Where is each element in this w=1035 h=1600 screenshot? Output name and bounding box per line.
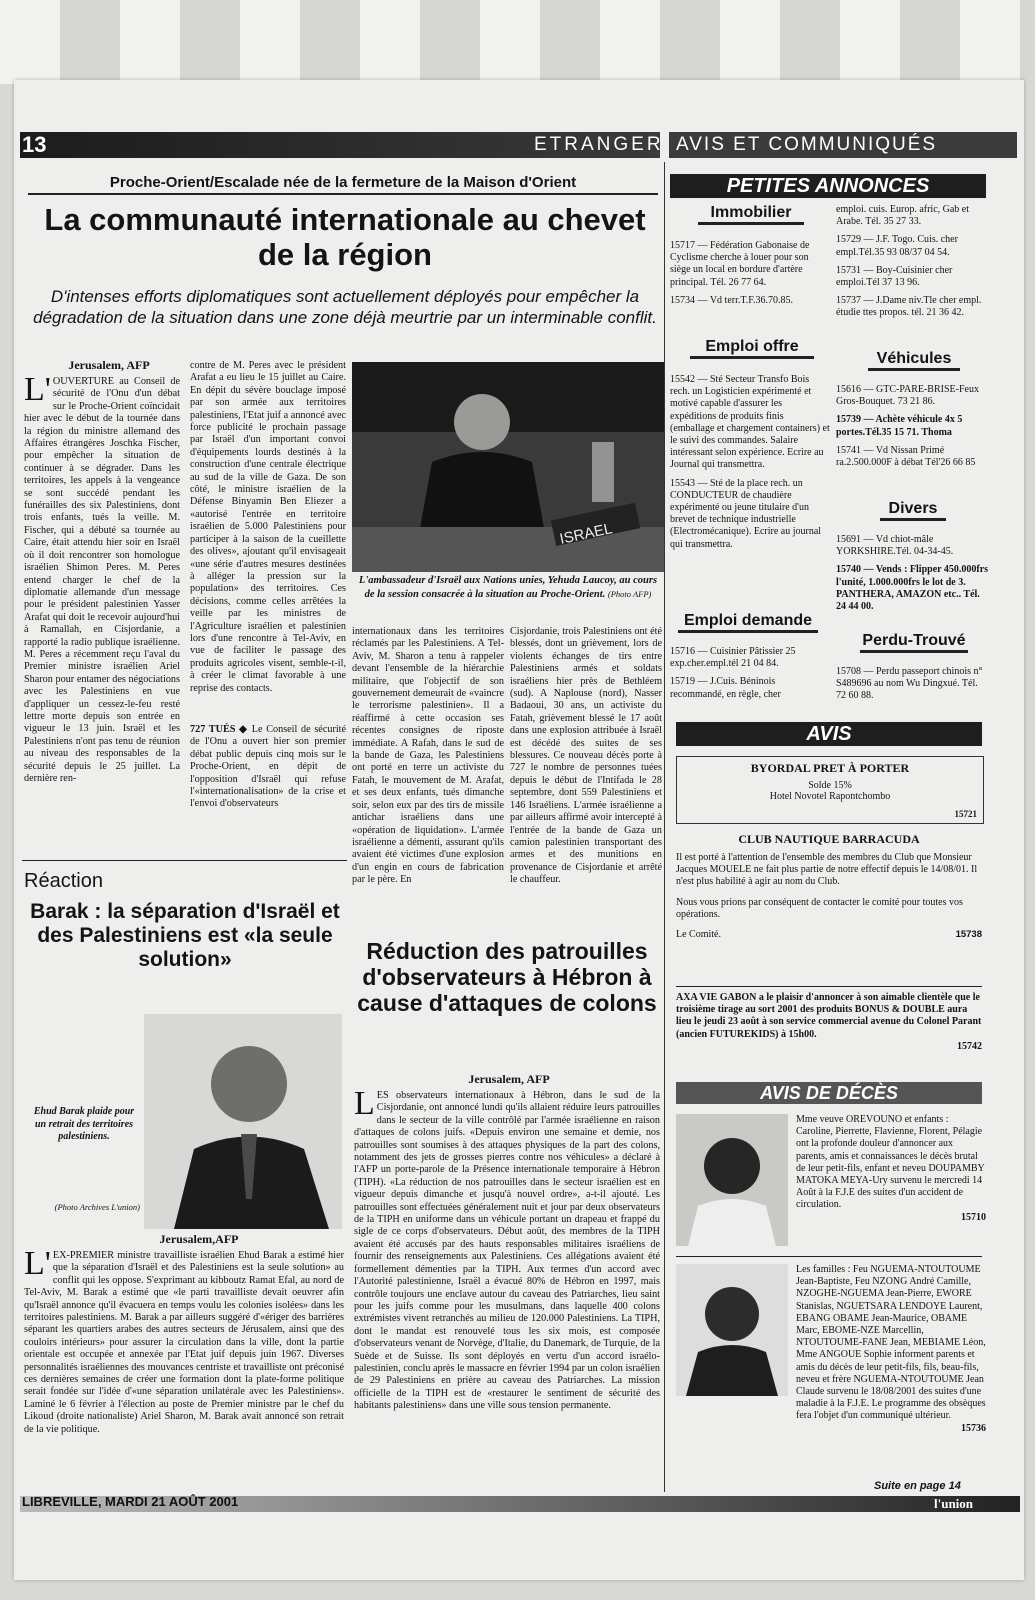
page-number: 13 (22, 132, 47, 157)
deces-notice-1-ref: 15710 (961, 1211, 986, 1223)
ad-15543: 15543 — Sté de la place rech. un CONDUCTEUR de chaudière expérimenté ou jeune titulaire d'un brevet de technique industrielle (Electromécanique). Ecrire au journal qui transmettra. (670, 477, 822, 550)
axa-body: AXA VIE GABON a le plaisir d'annoncer à son aimable clientèle que le troisième tirage au sort 2001 des produits BONUS & DOUBLE aura lieu le jeudi 23 août à son service commercial avenue du Colonel Parant (ancien FUTUREKIDS) à 15h00. (676, 992, 982, 1040)
category-vehicules: Véhicules (868, 350, 960, 371)
newspaper-page (14, 80, 1024, 1580)
club-ref: 15738 (955, 929, 982, 941)
club-body: Il est porté à l'attention de l'ensemble des membres du Club que Monsieur Jacques MOUELE ne fait plus partie de notre effectif depuis le 14/08/01. Il n'est plus habilité à agir au nom du Club. (676, 852, 978, 888)
ad-15616: 15616 — GTC-PARE-BRISE-Feux Gros-Bouquet. 73 21 86. (836, 384, 979, 408)
hebron-headline: Réduction des patrouilles d'observateurs à Hébron à cause d'attaques de colons (357, 938, 657, 1016)
axa-notice (676, 992, 982, 1053)
ad-15691: 15691 — Vd chiot-mâle YORKSHIRE.Tél. 04-34-45. (836, 534, 954, 558)
barak-caption: Ehud Barak plaide pour un retrait des territoires palestiniens. (33, 1106, 135, 1142)
divider (22, 860, 347, 861)
club-signature-line (676, 929, 982, 941)
deces-notice-2 (796, 1264, 986, 1435)
category-emploi-offre: Emploi offre (690, 338, 814, 359)
club-notice (676, 852, 982, 941)
hebron-byline: Jerusalem, AFP (468, 1072, 550, 1086)
byordal-sale: Solde 15% (808, 780, 852, 791)
subsection-lead: 727 TUÉS ◆ (190, 724, 249, 735)
photo-ambassador-graphic (352, 362, 664, 572)
portrait-2 (676, 1264, 788, 1396)
byordal-address: Hotel Novotel Rapontchombo (769, 791, 891, 802)
ad-continued: emploi. cuis. Europ. afric, Gab et Arabe. Tél. 35 27 33. (836, 204, 970, 228)
emploi-offre-ads (670, 374, 830, 551)
divers-ads (836, 534, 990, 613)
continued-link: Suite en page 14 (874, 1480, 961, 1492)
footer-brand: l'union (934, 1496, 974, 1511)
deces-notice-2-text: Les familles : Feu NGUEMA-NTOUTOUME Jean-Baptiste, Feu NZONG André Camille, NZOGHE-NGUEMA Jean-Pierre, EWORE Stanislas, NGUETSARA LENDOYE Laurent, EBANG OBAME Jean-Maurice, OBAME Marc, EBOME-NZE Marcellin, NTOUTOUME-FANE Jean, MEBIAME Léon, Mme ANGOUE Sophie informent parents et amis du décès de leur petit-fils, fils, beau-fils, neveu et frère NGUEMA-NTOUTOUME Jean Claude survenu le 18/08/2001 des suites d'une maladie à la F.J.E. Le programme des obsèques fera l'objet d'un communiqué ultérieur. (796, 1264, 986, 1422)
category-emploi-demande: Emploi demande (678, 612, 818, 633)
section-title-avis: AVIS ET COMMUNIQUÉS (676, 134, 938, 155)
ad-15740: 15740 — Vends : Flipper 450.000frs l'unité, 1.000.000frs le lot de 3. PANTHERA, AMAZON etc.. Tél. 24 44 00. (836, 564, 989, 613)
subsection-text: Le Conseil de sécurité de l'Onu a ouvert hier son premier débat public depuis cinq mois sur le Proche-Orient, en dépit de l'opposition d'Israël qui refuse l'«internationalisation» de la crise et l'envoi d'observateurs (190, 724, 347, 810)
section-title-etranger: ETRANGER (534, 134, 664, 155)
article-byline: Jerusalem, AFP (68, 358, 150, 372)
article-column-2b (190, 724, 346, 844)
category-divers: Divers (880, 500, 946, 521)
ad-15719: 15719 — J.Cuis. Béninois recommandé, en règle, cher (670, 676, 781, 700)
club-title: CLUB NAUTIQUE BARRACUDA (738, 832, 920, 846)
club-body-2: Nous vous prions par conséquent de contacter le comité pour toutes vos opérations. (676, 896, 963, 920)
photo-caption-text: L'ambassadeur d'Israël aux Nations unies, Yehuda Laucoy, au cours de la session consacrée à la situation au Proche-Orient. (358, 575, 658, 600)
immobilier-ads (670, 240, 830, 307)
emploi-demande-ads (670, 646, 830, 701)
photo-barak (144, 1014, 342, 1229)
reaction-byline: Jerusalem,AFP (159, 1232, 239, 1246)
byordal-ref: 15721 (954, 809, 977, 819)
deceased-photo-1 (676, 1114, 788, 1246)
divider (676, 1256, 982, 1257)
ad-15737: 15737 — J.Dame niv.Tle cher empl. étudie ttes propos. tél. 21 36 42. (836, 295, 982, 319)
axa-ref: 15742 (957, 1040, 982, 1052)
reaction-label: Réaction (24, 870, 103, 892)
byordal-name: BYORDAL PRET À PORTER (750, 761, 910, 775)
photo-nameplate: ISRAEL (558, 520, 614, 548)
vehicules-ads (836, 384, 990, 469)
article-headline: La communauté internationale au chevet de la région (44, 202, 646, 272)
ad-15739: 15739 — Achète véhicule 4x 5 portes.Tél.35 15 71. Thoma (836, 414, 963, 438)
barak-credit: (Photo Archives L'union) (54, 1202, 140, 1212)
article-deck: D'intenses efforts diplomatiques sont actuellement déployés pour empêcher la dégradation de la situation dans une zone déjà meurtrie par un interminable conflit. (33, 287, 657, 327)
column-divider (664, 162, 665, 1492)
photo-caption (354, 575, 662, 601)
ad-15734: 15734 — Vd terr.T.F.36.70.85. (670, 294, 793, 306)
page-torn-edge (0, 0, 1035, 84)
club-signature: Le Comité. (676, 929, 721, 941)
category-immobilier: Immobilier (698, 204, 804, 225)
ad-15542: 15542 — Sté Secteur Transfo Bois rech. un Logisticien expérimenté et motivé capable d'assurer les expéditions de produits finis (emballage et chargement containers) et le suivi des commandes. Salaire intéressant selon expérience. Ecrire au Journal qui transmettra. (670, 374, 830, 471)
ad-15708: 15708 — Perdu passeport chinois n° S489696 au nom Wu Dingxué. Tél. 72 60 88. (836, 666, 983, 702)
classifieds-title: PETITES ANNONCES (670, 174, 986, 198)
ad-15731: 15731 — Boy-Cuisinier cher emploi.Tél 37 13 96. (836, 264, 953, 289)
photo-credit: (Photo AFP) (607, 588, 652, 599)
classifieds-column-2 (836, 204, 990, 320)
reaction-headline: Barak : la séparation d'Israël et des Palestiniens est «la seule solution» (30, 900, 340, 971)
perdu-ads (836, 666, 990, 703)
ad-byordal (676, 756, 984, 824)
article-column-4: Cisjordanie, trois Palestiniens ont été blessés, dont un grièvement, lors de violents échanges de tirs entre Palestiniens armés et soldats israéliens hier près de Bethléem (sud). A Naplouse (nord), Nasser Badaoui, 30 ans, un activiste du Fatah, grièvement blessé le 17 août dans une explosion attribuée à Israël est décédé des suites de ses blessures. Ce nouveau décès porte à 727 le nombre de personnes tuées depuis le début de l'Intifada le 28 septembre, dont 559 Palestiniens et 146 Israéliens. L'armée israélienne a par ailleurs affirmé avoir intercepté à l'entrée de la bande de Gaza un camion palestinien transportant des armes et des munitions en provenance de Cisjordanie et arrêté le chauffeur. (510, 626, 662, 886)
article-column-1: L'OUVERTURE au Conseil de sécurité de l'Onu d'un débat sur le Proche-Orient coïncidait hier avec le début de la tournée dans la région du ministre allemand des Affaires étrangères Joschka Fischer, pour empêcher la situation de continuer à se dégrader. Dans les territoires, les appels à la vengeance se sont succédé pendant les funérailles des six Palestiniens, dont trois enfants, tués la veille. M. Fischer, qui a débuté sa tournée au Caire, était attendu hier soir en Israël où il doit rencontrer son homologue israélien Shimon Peres. M. Peres entend charger le chef de la diplomatie allemande d'un message pour le président palestinien Yasser Arafat qui doit le recevoir aujourd'hui à Ramallah, en Cisjordanie, a rapporté la radio publique israélienne. M. Peres a récemment reçu l'aval du Premier ministre israélien Ariel Sharon pour entamer des négociations avec les Palestiniens en vue d'appliquer un cessez-le-feu resté lettre morte depuis son entrée en vigueur le 13 juin. Israël et les Palestiniens n'ont pas tenu de réunion au niveau des responsables de la sécurité depuis le 25 juillet. La dernière ren- (24, 371, 180, 784)
avis-title: AVIS (676, 722, 982, 746)
footer-dateline: LIBREVILLE, MARDI 21 AOÛT 2001 (22, 1494, 239, 1509)
deces-notice-2-ref: 15736 (961, 1422, 986, 1434)
deces-title: AVIS DE DÉCÈS (676, 1082, 982, 1104)
deces-notice-1 (796, 1114, 986, 1224)
article-column-3: internationaux dans les territoires réclamés par les Palestiniens. A Tel-Aviv, M. Sharon a tenu à rappeler devant l'ensemble de la hiérarchie militaire, que l'objectif de son gouvernement demeurait de «vaincre le terrorisme palestinien». Il a réaffirmé à cette occasion ses récentes consignes de riposte immédiate. A Rafah, dans le sud de la bande de Gaza, les Palestiniens ont porté en terre un activiste du Fatah, le mouvement de M. Arafat, et ses deux enfants, tués dimanche soir, selon eux par des tirs de missile antichar israéliens dans une «opération de liquidation». L'armée israélienne a démenti, assurant qu'ils avaient été victimes d'une explosion d'un engin en cours de fabrication par le père. En (352, 626, 504, 886)
ad-15741: 15741 — Vd Nissan Primé ra.2.500.000F à débat Tél'26 66 85 (836, 444, 976, 469)
hebron-body: LES observateurs internationaux à Hébron, dans le sud de la Cisjordanie, ont annoncé lundi qu'ils allaient réduire leurs patrouilles dans le secteur de la ville contrôlé par l'armée israélienne en raison d'attaques de colons juifs. «Depuis environ une semaine et demie, nos patrouilles sont soumises à des attaques physiques de la part des colons, notamment des jets de grosses pierres contre nos véhicules» a déclaré à l'AFP un porte-parole de la Présence internationale temporaire à Hébron (TIPH). «La réduction de nos patrouilles dans le secteur israélien est en vigueur depuis dimanche et jusqu'à nouvel ordre», a-t-il ajouté. Les patrouilles sont effectuées généralement nuit et jour par deux observateurs de la TIPH en uniforme dans un véhicule portant un drapeau et frappé du sigle de ce corps d'observateurs. Début août, des membres de la TIPH avaient été accusés par des hauts responsables militaires israéliens de fournir des renseignements aux Palestiniens. Ces allégations avaient été formellement démenties par la TIPH. Aux termes d'un accord avec l'Autorité palestinienne, Israël a évacué 80% de Hébron en 1997, mais contrôle toujours une enclave autour du caveau des Patriarches, lieu saint pour les juifs comme pour les musulmans, dans laquelle 400 colons extrémistes vivent retranchés au milieu de 120.000 Palestiniens. La TIPH, dont le mandat est renouvelé tous les six mois, est composée d'observateurs venant de Norvège, d'Italie, du Danemark, de Turquie, de la Suède et de Suisse. Ils sont déployés en vertu d'un accord israélo-palestinien, conclu après le massacre en février 1994 par un colon israélien de 29 Palestiniens en prière au caveau des Patriarches. La mission officielle de la TIPH est de «restaurer le sentiment de sécurité des habitants palestiniens» dans une ville sous tension permanente. (354, 1085, 660, 1412)
portrait-1 (676, 1114, 788, 1246)
reaction-body: L'EX-PREMIER ministre travailliste israélien Ehud Barak a estimé hier que la séparation d'Israël et des Palestiniens est la seule solution» au conflit qui les oppose. S'exprimant au kibboutz Ramat Efal, au nord de Tel-Aviv, M. Barak a estimé que «le parti travailliste devait oeuvrer afin qu'Israël annonce qu'il évacuera en temps voulu les colonies isolées» dans les territoires palestiniens. M. Barak a par ailleurs suggéré d'«ériger des barrières séparant les quartiers arabes des autres secteurs de Jérusalem, ainsi que des couloirs intérieurs» pour assurer la circulation dans la ville, dont la partie orientale est occupée et annexée par l'Etat juif depuis juin 1967. Diverses personnalités israéliennes des mouvances centriste et travailliste ont préconisé ces dernières semaines de créer une formation dont la plate-forme politique serait fondée sur l'idée d'«une séparation unilatérale avec les Palestiniens». Laminé le 6 février à l'élection au poste de Premier ministre par le chef du Likoud (droite nationaliste) Ariel Sharon, M. Barak avait annoncé son retrait de la vie politique. (24, 1245, 344, 1435)
photo-barak-graphic (144, 1014, 342, 1229)
photo-ambassador (352, 362, 664, 572)
article-column-2: contre de M. Peres avec le président Arafat a eu lieu le 15 juillet au Caire. En dépit du sévère bouclage imposé par son armée aux territoires palestiniens, l'Etat juif a annoncé avec force publicité le prochain passage par Israël d'un important convoi d'équipements lourds destinés à la construction d'une centrale électrique au sud de la ville de Gaza. De son côté, le ministre israélien de la Défense Binyamin Ben Eliezer a «autorisé l'entrée en territoire israélien de 5.000 Palestiniens pour participer à la saison de la cueillette des olives», ajoutant qu'il envisageait «une série d'autres mesures destinées à alléger la pression sur la population» des territoires. Ces décisions, comme celles arrêtées la veille par les ministres de l'Agriculture israélien et palestinien lors d'une rencontre à Tel-Aviv, en vue de faciliter le passage des produits agricoles visent, semble-t-il, à créer le climat favorable à une reprise des contacts. (190, 360, 346, 694)
deceased-photo-2 (676, 1264, 788, 1396)
divider (676, 986, 982, 987)
ad-15729: 15729 — J.F. Togo. Cuis. cher empl.Tél.35 93 08/37 04 54. (836, 234, 958, 258)
ad-15716: 15716 — Cuisinier Pâtissier 25 exp.cher.empl.tél 21 04 84. (670, 646, 796, 670)
deces-notice-1-text: Mme veuve OREVOUNO et enfants : Caroline, Pierrette, Flavienne, Florent, Pélagie ont la profonde douleur d'annoncer aux parents, amis et connaissances le décès brutal de leur petit-fils, enfant et neveu DOUPAMBY MATOKA MEYA-Ury survenu le mercredi 14 Août à la F.J.E des suites d'un accident de circulation. (796, 1114, 985, 1211)
ad-15717: 15717 — Fédération Gabonaise de Cyclisme cherche à louer pour son siège un local en bordure d'artère principal. Tél. 26 77 64. (670, 240, 810, 288)
article-kicker: Proche-Orient/Escalade née de la fermeture de la Maison d'Orient (28, 174, 658, 195)
category-perdu-trouve: Perdu-Trouvé (860, 632, 968, 653)
